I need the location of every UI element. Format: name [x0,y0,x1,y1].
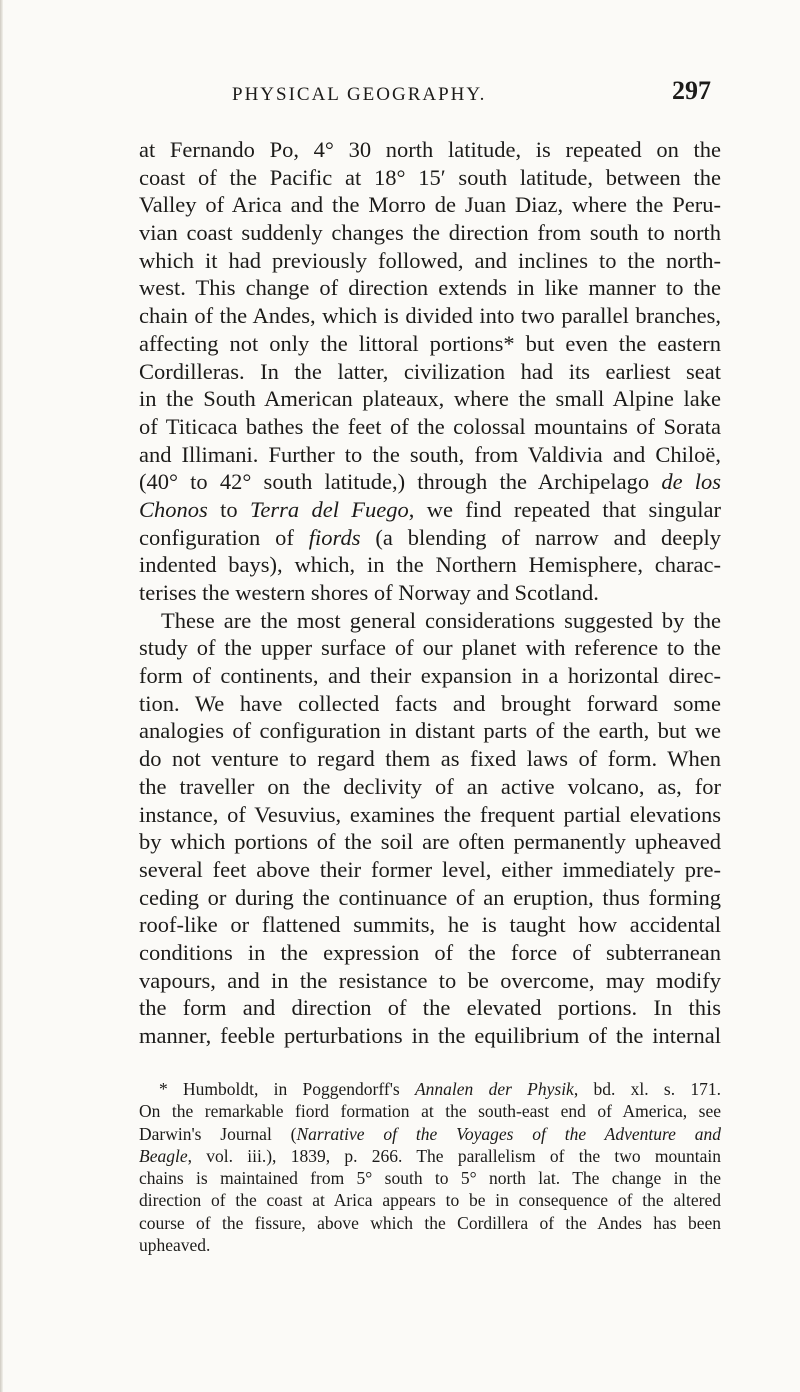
text-line: roof-like or flattened summits, he is taught how accidental [139,912,721,938]
text-line: of Titicaca bathes the feet of the colossal mountains of Sorata [139,413,721,439]
text-line: chain of the Andes, which is divided into two parallel branches, [139,303,721,329]
text-line: conditions in the expression of the force of subterranean [139,939,721,965]
footnote-line: Beagle, vol. iii.), 1839, p. 266. The parallelism of the two mountain [139,1145,721,1166]
text-line: in the South American plateaux, where the small Alpine lake [139,386,721,412]
text-line: the traveller on the declivity of an active volcano, as, for [139,773,721,799]
footnote-line: On the remarkable fiord formation at the south-east end of America, see [139,1101,721,1122]
text-line: do not venture to regard them as fixed laws of form. When [139,746,721,772]
text-line: which it had previously followed, and inclines to the north- [139,247,721,273]
footnote-line: chains is maintained from 5° south to 5° north lat. The change in the [139,1168,721,1189]
text-line: instance, of Vesuvius, examines the frequent partial elevations [139,801,721,827]
footnote-line: * Humboldt, in Poggendorff's Annalen der Physik, bd. xl. s. 171. [159,1079,721,1099]
text-line: (40° to 42° south latitude,) through the Archipelago de los [139,469,721,495]
text-line: study of the upper surface of our planet with reference to the [139,635,721,661]
text-line: at Fernando Po, 4° 30 north latitude, is repeated on the [139,137,721,162]
page-number: 297 [672,76,711,105]
text-line: several feet above their former level, either immediately pre- [139,856,721,882]
text-line: tion. We have collected facts and brought forward some [139,690,721,716]
text-line: the form and direction of the elevated portions. In this [139,995,721,1021]
text-line: vapours, and in the resistance to be overcome, may modify [139,967,721,993]
main-text-block [139,136,721,1050]
text-line: by which portions of the soil are often permanently upheaved [139,829,721,855]
text-line: Valley of Arica and the Morro de Juan Diaz, where the Peru- [139,192,721,218]
text-line: configuration of fiords (a blending of narrow and deeply [139,524,721,550]
text-line: terises the western shores of Norway and Scotland. [139,580,599,605]
footnote-line: upheaved. [139,1235,211,1256]
text-line: ceding or during the continuance of an eruption, thus forming [139,884,721,910]
text-line: manner, feeble perturbations in the equilibrium of the internal [139,1023,721,1048]
text-line: form of continents, and their expansion in a horizontal direc- [139,663,721,689]
footnote-line: course of the fissure, above which the Cordillera of the Andes has been [139,1212,721,1233]
footnote-block [139,1078,721,1256]
page-spine-edge [0,0,3,1392]
text-line: vian coast suddenly changes the direction from south to north [139,220,721,246]
paragraph-start-line: These are the most general considerations suggested by the [161,607,721,633]
running-title: PHYSICAL GEOGRAPHY. [232,84,487,105]
text-line: Cordilleras. In the latter, civilization had its earliest seat [139,358,721,384]
text-line: indented bays), which, in the Northern Hemisphere, charac- [139,552,721,578]
footnote-line: Darwin's Journal (Narrative of the Voyages of the Adventure and [139,1123,721,1144]
text-line: affecting not only the littoral portions* but even the eastern [139,330,721,356]
text-line: Chonos to Terra del Fuego, we find repeated that singular [139,496,721,522]
text-line: and Illimani. Further to the south, from Valdivia and Chiloë, [139,441,721,467]
footnote-line: direction of the coast at Arica appears to be in consequence of the altered [139,1190,721,1211]
text-line: coast of the Pacific at 18° 15′ south latitude, between the [139,164,721,190]
text-line: analogies of configuration in distant parts of the earth, but we [139,718,721,744]
page-header [0,74,800,114]
text-line: west. This change of direction extends in like manner to the [139,275,721,301]
